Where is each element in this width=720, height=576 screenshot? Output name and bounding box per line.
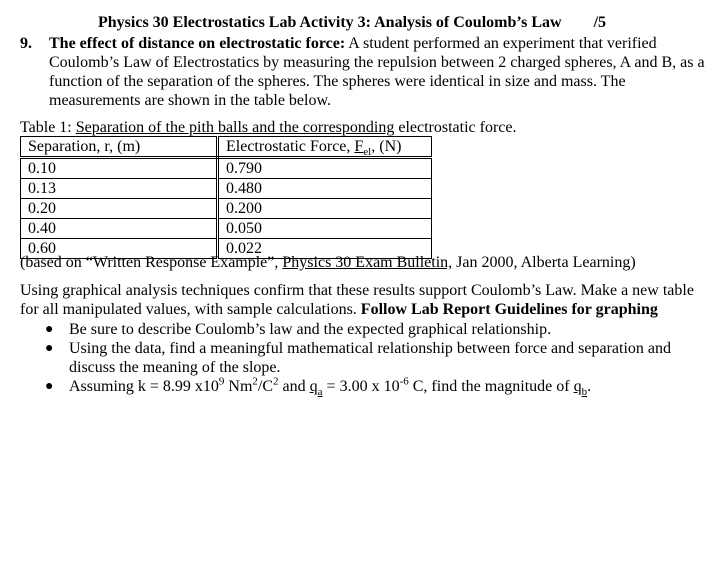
question-number: 9. <box>20 35 32 52</box>
cell-force: 0.790 <box>218 158 432 179</box>
table-header-row <box>21 137 432 158</box>
bullet-icon: ● <box>45 341 54 356</box>
cell-force: 0.050 <box>218 219 432 239</box>
cell-separation: 0.20 <box>21 199 218 219</box>
guidelines-emphasis: Follow Lab Report Guidelines for graphing <box>360 301 658 318</box>
table-caption <box>20 118 517 137</box>
question-heading: The effect of distance on electrostatic force: <box>49 35 346 52</box>
caption-underlined: Separation of the pith balls and the corresponding <box>75 119 395 136</box>
cell-force: 0.480 <box>218 179 432 199</box>
bullet-icon: ● <box>45 322 54 337</box>
source-title: Physics 30 Exam Bulletin, <box>282 254 453 271</box>
question-text: A student performed an experiment that verified Coulomb’s Law of Electrostatics by measuring the repulsion between 2 charged spheres, A and B, as a function of the separation of the spheres. The spheres were identical in size and mass. The measurements are shown in the table below. <box>49 35 705 109</box>
bullet-icon: ● <box>45 379 54 394</box>
table-row <box>21 158 432 179</box>
instructions-paragraph <box>20 281 720 319</box>
table-row <box>21 219 432 239</box>
cell-separation: 0.40 <box>21 219 218 239</box>
data-table <box>20 136 432 259</box>
instructions-line-2: for all manipulated values, with sample calculations. Follow Lab Report Guidelines for graphing <box>20 301 658 318</box>
caption-prefix: Table 1: <box>20 119 76 136</box>
page-title <box>98 13 606 32</box>
table-row <box>21 179 432 199</box>
cell-force: 0.022 <box>218 239 432 259</box>
cell-separation: 0.13 <box>21 179 218 199</box>
list-item: ● Using the data, find a meaningful mathematical relationship between force and separation and discuss the meaning of the slope. <box>45 340 671 376</box>
title-text: Physics 30 Electrostatics Lab Activity 3: Analysis of Coulomb’s Law <box>98 14 562 31</box>
list-item: ● Be sure to describe Coulomb’s law and the expected graphical relationship. <box>45 321 552 338</box>
cell-separation: 0.60 <box>21 239 218 259</box>
question-body <box>49 34 709 110</box>
source-reference: (based on “Written Response Example”, Physics 30 Exam Bulletin, Jan 2000, Alberta Learning) <box>20 254 636 271</box>
caption-suffix: electrostatic force. <box>394 119 517 136</box>
task-list <box>20 320 700 399</box>
score-label: /5 <box>593 14 607 31</box>
header-separation: Separation, r, (m) <box>21 137 218 158</box>
table-row <box>21 199 432 219</box>
instructions-line-1: Using graphical analysis techniques confirm that these results support Coulomb’s Law. Make a new table <box>20 282 694 299</box>
header-force: Electrostatic Force, $F_{el}$, (N) <box>218 137 432 158</box>
cell-separation: 0.10 <box>21 158 218 179</box>
list-item: ● Assuming k = 8.99 $x10^9$ $Nm^2/C^2$ and $q_a = 3.00$ x $10^{-6}$ C, find the magnitude of $q_b$. <box>45 375 592 399</box>
cell-force: 0.200 <box>218 199 432 219</box>
